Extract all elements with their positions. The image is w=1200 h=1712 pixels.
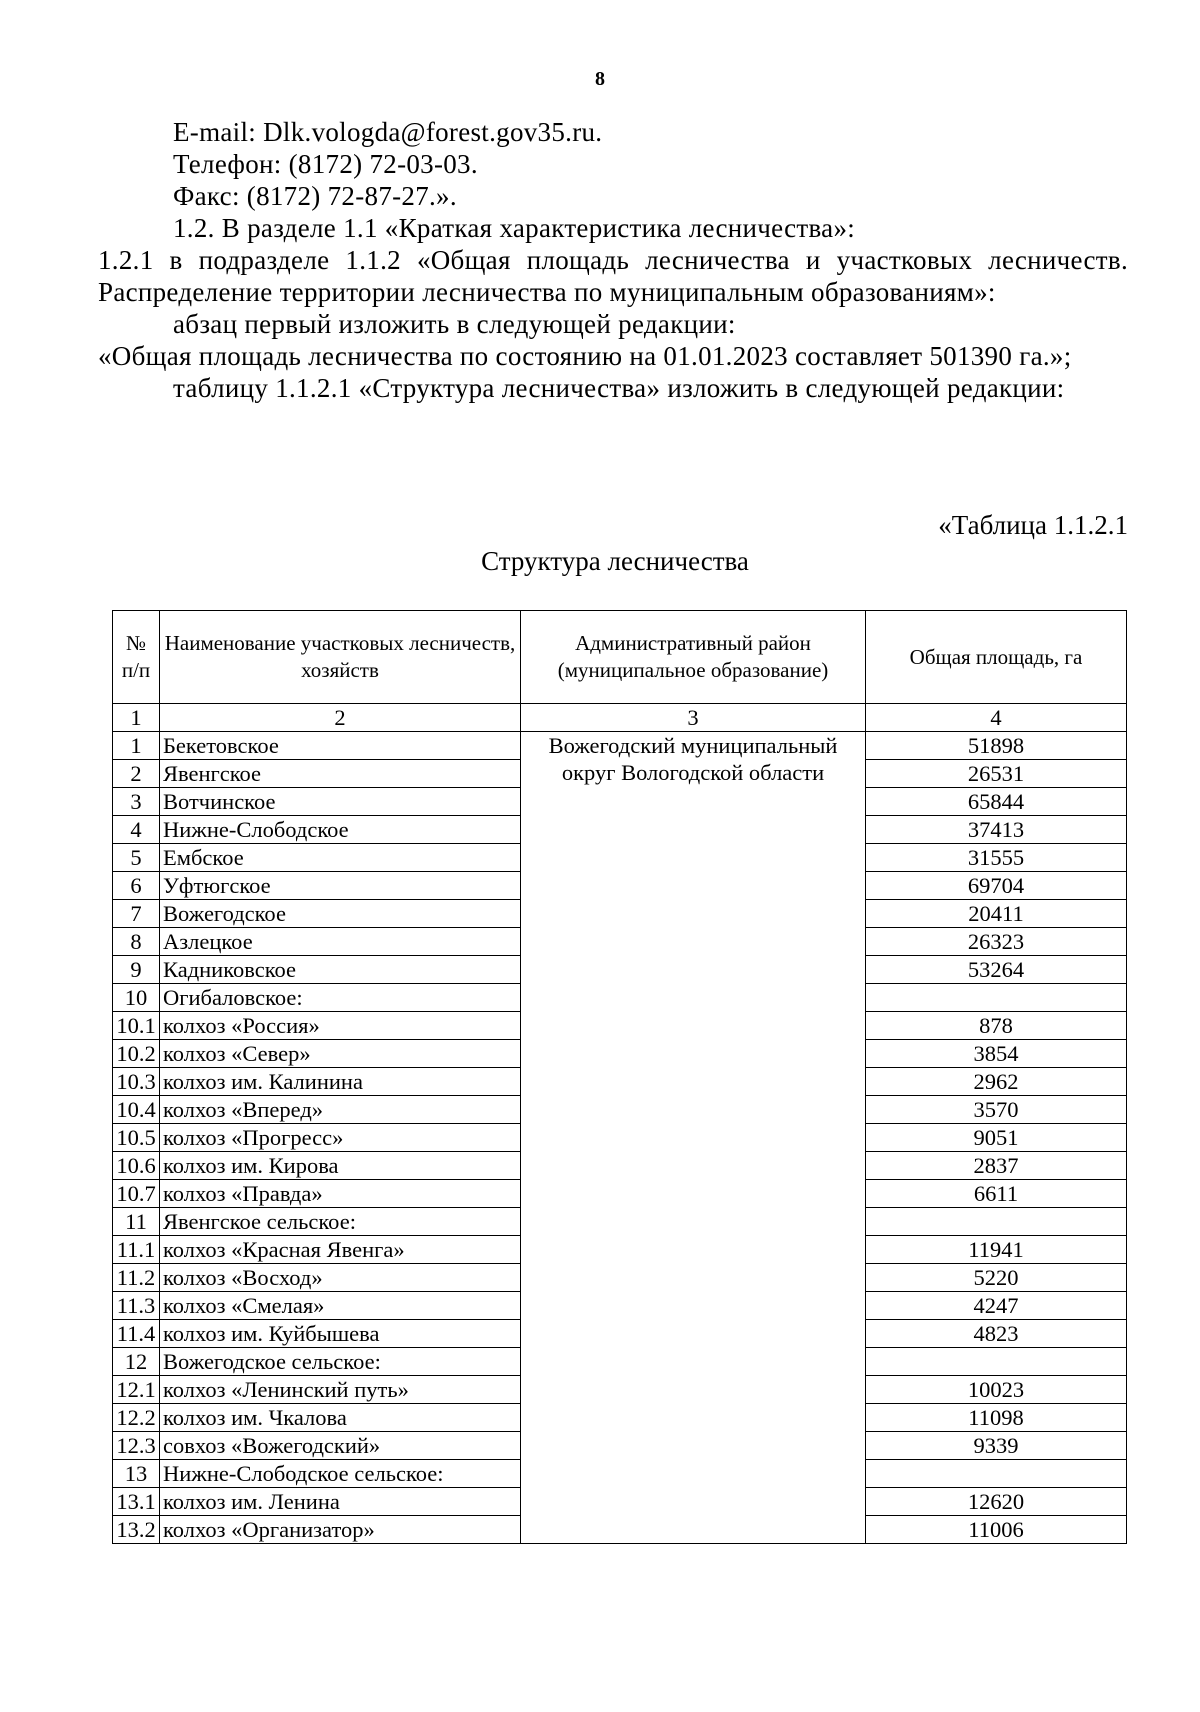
paragraph-section-1-2: 1.2. В разделе 1.1 «Краткая характеристика лесничества»: bbox=[173, 213, 856, 243]
column-number: 1 bbox=[113, 704, 160, 732]
row-area: 26531 bbox=[866, 760, 1127, 788]
row-number: 12.3 bbox=[113, 1432, 160, 1460]
row-area: 69704 bbox=[866, 872, 1127, 900]
row-number: 8 bbox=[113, 928, 160, 956]
paragraph-table-redaction: таблицу 1.1.2.1 «Структура лесничества» изложить в следующей редакции: bbox=[173, 373, 1065, 403]
row-name: колхоз им. Чкалова bbox=[160, 1404, 521, 1432]
row-number: 10 bbox=[113, 984, 160, 1012]
row-area: 4247 bbox=[866, 1292, 1127, 1320]
row-district: Вожегодский муниципальный округ Вологодской области bbox=[521, 732, 866, 1544]
row-number: 2 bbox=[113, 760, 160, 788]
row-name: Вотчинское bbox=[160, 788, 521, 816]
row-area: 6611 bbox=[866, 1180, 1127, 1208]
row-area: 9339 bbox=[866, 1432, 1127, 1460]
row-number: 11.1 bbox=[113, 1236, 160, 1264]
row-number: 10.1 bbox=[113, 1012, 160, 1040]
row-name: Явенгское bbox=[160, 760, 521, 788]
row-area bbox=[866, 1348, 1127, 1376]
row-name: совхоз «Вожегодский» bbox=[160, 1432, 521, 1460]
page-number: 8 bbox=[595, 68, 605, 90]
row-name: Азлецкое bbox=[160, 928, 521, 956]
row-name: колхоз «Север» bbox=[160, 1040, 521, 1068]
row-area: 12620 bbox=[866, 1488, 1127, 1516]
row-number: 4 bbox=[113, 816, 160, 844]
row-number: 11.2 bbox=[113, 1264, 160, 1292]
header-district: Административный район (муниципальное образование) bbox=[521, 611, 866, 704]
row-number: 1 bbox=[113, 732, 160, 760]
row-name: колхоз им. Калинина bbox=[160, 1068, 521, 1096]
row-number: 10.6 bbox=[113, 1152, 160, 1180]
row-name: колхоз «Россия» bbox=[160, 1012, 521, 1040]
table-body bbox=[113, 732, 1127, 1544]
row-area: 51898 bbox=[866, 732, 1127, 760]
row-name: колхоз «Организатор» bbox=[160, 1516, 521, 1544]
row-area: 11098 bbox=[866, 1404, 1127, 1432]
row-name: Кадниковское bbox=[160, 956, 521, 984]
row-area: 20411 bbox=[866, 900, 1127, 928]
header-no: № п/п bbox=[113, 611, 160, 704]
column-number-row bbox=[113, 704, 1127, 732]
row-area: 878 bbox=[866, 1012, 1127, 1040]
row-area: 2837 bbox=[866, 1152, 1127, 1180]
paragraph-total-area: «Общая площадь лесничества по состоянию на 01.01.2023 составляет 501390 га.»; bbox=[98, 341, 1072, 371]
row-number: 12 bbox=[113, 1348, 160, 1376]
row-name: колхоз им. Ленина bbox=[160, 1488, 521, 1516]
row-number: 11 bbox=[113, 1208, 160, 1236]
row-number: 11.3 bbox=[113, 1292, 160, 1320]
row-name: Нижне-Слободское сельское: bbox=[160, 1460, 521, 1488]
row-number: 9 bbox=[113, 956, 160, 984]
row-number: 10.5 bbox=[113, 1124, 160, 1152]
table-header-row bbox=[113, 611, 1127, 704]
row-name: колхоз «Правда» bbox=[160, 1180, 521, 1208]
row-name: Вожегодское сельское: bbox=[160, 1348, 521, 1376]
row-area: 53264 bbox=[866, 956, 1127, 984]
row-area: 2962 bbox=[866, 1068, 1127, 1096]
row-name: Огибаловское: bbox=[160, 984, 521, 1012]
row-name: колхоз им. Кирова bbox=[160, 1152, 521, 1180]
table-title: Структура лесничества bbox=[481, 546, 749, 576]
row-area: 26323 bbox=[866, 928, 1127, 956]
row-name: колхоз «Смелая» bbox=[160, 1292, 521, 1320]
row-number: 3 bbox=[113, 788, 160, 816]
row-name: колхоз им. Куйбышева bbox=[160, 1320, 521, 1348]
row-name: Уфтюгское bbox=[160, 872, 521, 900]
row-area bbox=[866, 1208, 1127, 1236]
row-area bbox=[866, 1460, 1127, 1488]
table-label: «Таблица 1.1.2.1 bbox=[938, 510, 1128, 540]
row-number: 10.2 bbox=[113, 1040, 160, 1068]
row-area: 31555 bbox=[866, 844, 1127, 872]
row-number: 7 bbox=[113, 900, 160, 928]
row-name: Бекетовское bbox=[160, 732, 521, 760]
row-number: 13 bbox=[113, 1460, 160, 1488]
row-number: 12.2 bbox=[113, 1404, 160, 1432]
row-name: колхоз «Ленинский путь» bbox=[160, 1376, 521, 1404]
row-number: 13.1 bbox=[113, 1488, 160, 1516]
contact-email: E-mail: Dlk.vologda@forest.gov35.ru. bbox=[173, 117, 603, 147]
row-name: Ембское bbox=[160, 844, 521, 872]
row-name: Вожегодское bbox=[160, 900, 521, 928]
row-name: колхоз «Восход» bbox=[160, 1264, 521, 1292]
row-area: 10023 bbox=[866, 1376, 1127, 1404]
row-area: 3570 bbox=[866, 1096, 1127, 1124]
row-area: 5220 bbox=[866, 1264, 1127, 1292]
row-area: 11941 bbox=[866, 1236, 1127, 1264]
document-body bbox=[98, 116, 1128, 404]
row-area: 4823 bbox=[866, 1320, 1127, 1348]
row-area bbox=[866, 984, 1127, 1012]
row-name: Явенгское сельское: bbox=[160, 1208, 521, 1236]
header-name: Наименование участковых лесничеств, хозяйств bbox=[160, 611, 521, 704]
row-number: 10.3 bbox=[113, 1068, 160, 1096]
row-number: 10.4 bbox=[113, 1096, 160, 1124]
row-number: 10.7 bbox=[113, 1180, 160, 1208]
row-number: 13.2 bbox=[113, 1516, 160, 1544]
row-area: 9051 bbox=[866, 1124, 1127, 1152]
row-area: 3854 bbox=[866, 1040, 1127, 1068]
forestry-structure-table bbox=[112, 610, 1127, 1544]
row-number: 12.1 bbox=[113, 1376, 160, 1404]
row-name: колхоз «Вперед» bbox=[160, 1096, 521, 1124]
column-number: 2 bbox=[160, 704, 521, 732]
row-name: Нижне-Слободское bbox=[160, 816, 521, 844]
row-number: 6 bbox=[113, 872, 160, 900]
table-row bbox=[113, 732, 1127, 760]
row-area: 11006 bbox=[866, 1516, 1127, 1544]
row-name: колхоз «Прогресс» bbox=[160, 1124, 521, 1152]
row-name: колхоз «Красная Явенга» bbox=[160, 1236, 521, 1264]
contact-phone: Телефон: (8172) 72-03-03. bbox=[173, 149, 478, 179]
paragraph-subsection-1-2-1: 1.2.1 в подразделе 1.1.2 «Общая площадь лесничества и участковых лесничеств. Распределение территории лесничества по муниципальным образованиям»: bbox=[98, 245, 1128, 307]
contact-fax: Факс: (8172) 72-87-27.». bbox=[173, 181, 457, 211]
row-area: 37413 bbox=[866, 816, 1127, 844]
row-area: 65844 bbox=[866, 788, 1127, 816]
header-area: Общая площадь, га bbox=[866, 611, 1127, 704]
column-number: 3 bbox=[521, 704, 866, 732]
column-number: 4 bbox=[866, 704, 1127, 732]
paragraph-first-abzac: абзац первый изложить в следующей редакции: bbox=[173, 309, 736, 339]
row-number: 11.4 bbox=[113, 1320, 160, 1348]
row-number: 5 bbox=[113, 844, 160, 872]
